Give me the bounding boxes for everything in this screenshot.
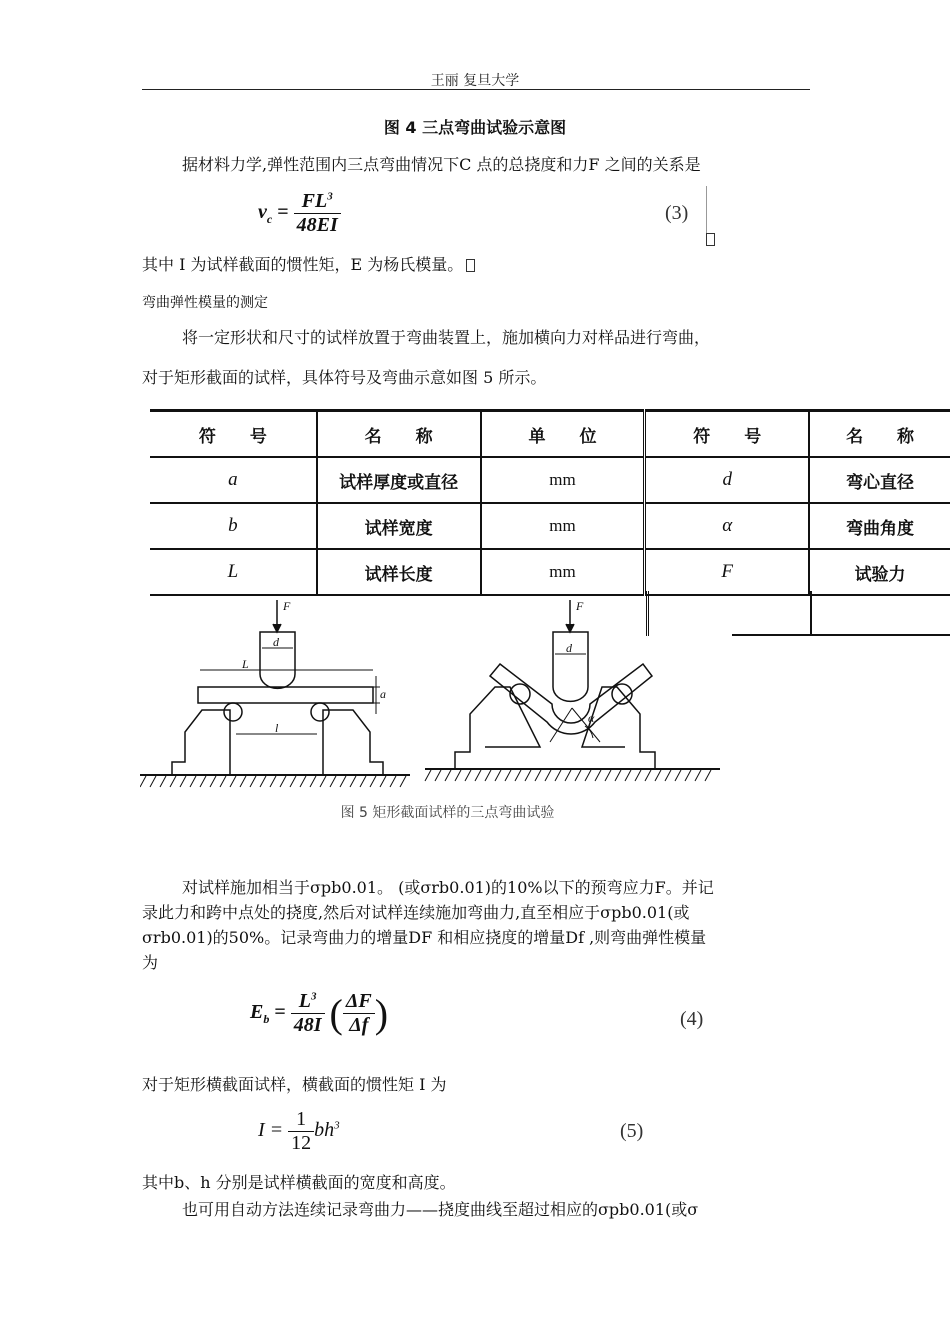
table-header-row (150, 411, 950, 458)
table-cell: 弯心直径 (809, 457, 950, 503)
table-cell: L (150, 549, 317, 595)
equation-4: $E_b$ = $\frac{L^3}{48I}$ ( $\frac{\Delta F}{\Delta f}$ ) (250, 990, 389, 1036)
table-header-cell: 名 称 (809, 411, 950, 458)
eq3-fraction (294, 190, 341, 237)
paragraph-loading-2: 录此力和跨中点处的挠度,然后对试样连续施加弯曲力,直至相应于σpb0.01(或 (142, 903, 690, 922)
figure5-diagram (140, 592, 720, 792)
eq4-numerator-sup: 3 (311, 990, 317, 1003)
paragraph-procedure-2: 对于矩形截面的试样，具体符号及弯曲示意如图 5 所示。 (142, 368, 547, 387)
table-cell: d (645, 457, 809, 503)
table-row (150, 457, 950, 503)
equation-3: $v_c$ = $\frac{FL^3}{48EI}$ (258, 190, 341, 237)
eq3-number: (3) (665, 202, 689, 224)
paragraph-loading-1: 对试样施加相当于σpb0.01。 (或σrb0.01)的10%以下的预弯应力F。并记 (182, 878, 714, 897)
eq4-lhs-sub: b (263, 1012, 270, 1027)
eq4-lhs: E (250, 1001, 264, 1024)
label-length: L (242, 657, 249, 671)
table-bottom-rule (732, 634, 950, 636)
paragraph-procedure-1: 将一定形状和尺寸的试样放置于弯曲装置上，施加横向力对样品进行弯曲， (182, 328, 711, 347)
page-header: 王丽 复旦大学 (430, 73, 520, 89)
table-cell: 试样宽度 (317, 503, 481, 549)
label-mandrel-diameter: d (273, 635, 279, 649)
table-cell: 弯曲角度 (809, 503, 950, 549)
flat-specimen (198, 687, 373, 703)
eq4-denominator: 48I (293, 1014, 322, 1036)
table-header-cell: 符 号 (150, 411, 317, 458)
label-bend-angle: α (588, 711, 595, 725)
paragraph-width-height: 其中b、h 分别是试样横截面的宽度和高度。 (142, 1173, 456, 1192)
eq5-fraction (288, 1108, 314, 1155)
figure4-title: 图 4 三点弯曲试验示意图 (383, 118, 567, 137)
table-empty-cell-divider (810, 591, 812, 636)
eq5-rhs-sup: 3 (334, 1119, 340, 1132)
table-cell: F (645, 549, 809, 595)
table-cell: mm (481, 457, 645, 503)
paragraph-loading-3: σrb0.01)的50%。记录弯曲力的增量DF 和相应挠度的增量Df ,则弯曲弹性模量 (142, 928, 707, 947)
paragraph-deflection-relation: 据材料力学,弹性范围内三点弯曲情况下C 点的总挠度和力F 之间的关系是 (182, 155, 701, 174)
figure5-caption: 图 5 矩形截面试样的三点弯曲试验 (340, 805, 555, 821)
section-heading: 弯曲弹性模量的测定 (142, 295, 268, 311)
label-force: F (576, 599, 584, 613)
paragraph-inertia-intro: 对于矩形横截面试样，横截面的惯性矩 I 为 (142, 1075, 447, 1094)
header-rule (142, 89, 810, 90)
left-support-block (172, 710, 230, 775)
label-force: F (283, 599, 291, 613)
label-thickness: a (380, 687, 386, 701)
eq4-numerator: L (298, 990, 311, 1012)
table-cell: 试样厚度或直径 (317, 457, 481, 503)
eq5-denominator: 12 (291, 1132, 312, 1154)
label-mandrel-diameter: d (566, 641, 572, 655)
table-header-cell: 单 位 (481, 411, 645, 458)
table-row (150, 503, 950, 549)
placeholder-glyph (706, 233, 715, 246)
left-roller (224, 703, 242, 721)
table-cell: 试验力 (809, 549, 950, 595)
force-arrowhead (566, 624, 574, 632)
equation-5 (258, 1108, 340, 1155)
right-roller (311, 703, 329, 721)
paragraph-loading-4: 为 (142, 953, 159, 972)
table-cell: 试样长度 (317, 549, 481, 595)
eq4-number: (4) (680, 1008, 704, 1030)
label-span: l (275, 721, 279, 735)
eq3-denominator: 48EI (296, 214, 338, 236)
eq3-numerator-sup: 3 (327, 190, 333, 203)
placeholder-glyph (466, 259, 475, 272)
left-bend-support (455, 687, 540, 769)
eq3-lhs: v (258, 201, 267, 224)
table-cell: b (150, 503, 317, 549)
ground-hatch (140, 776, 406, 787)
eq5-numerator: 1 (288, 1108, 314, 1132)
ground-hatch (425, 770, 711, 781)
eq5-lhs: I = (258, 1119, 284, 1142)
eq4-delta-deflection: Δf (349, 1014, 369, 1036)
right-bend-support (582, 687, 655, 769)
eq4-fraction-2 (343, 990, 375, 1037)
table-cell: a (150, 457, 317, 503)
eq5-number: (5) (620, 1120, 644, 1142)
table-header-cell: 符 号 (645, 411, 809, 458)
table-row (150, 549, 950, 595)
table-cell: mm (481, 503, 645, 549)
table-header-cell: 名 称 (317, 411, 481, 458)
eq4-delta-force: ΔF (343, 990, 375, 1014)
eq4-fraction-1 (291, 990, 325, 1037)
paragraph-moment-of-inertia: 其中 I 为试样截面的惯性矩，E 为杨氏模量。 (142, 252, 475, 277)
paragraph-automatic-method: 也可用自动方法连续记录弯曲力——挠度曲线至超过相应的σpb0.01(或σ (182, 1200, 699, 1219)
force-arrowhead (273, 624, 281, 632)
symbols-table (150, 409, 950, 596)
table-cell: mm (481, 549, 645, 595)
eq3-lhs-sub: c (266, 212, 273, 227)
eq5-rhs: bh (314, 1119, 335, 1142)
eq3-numerator: FL (301, 190, 328, 212)
table-cell: α (645, 503, 809, 549)
right-support-block (323, 710, 383, 775)
